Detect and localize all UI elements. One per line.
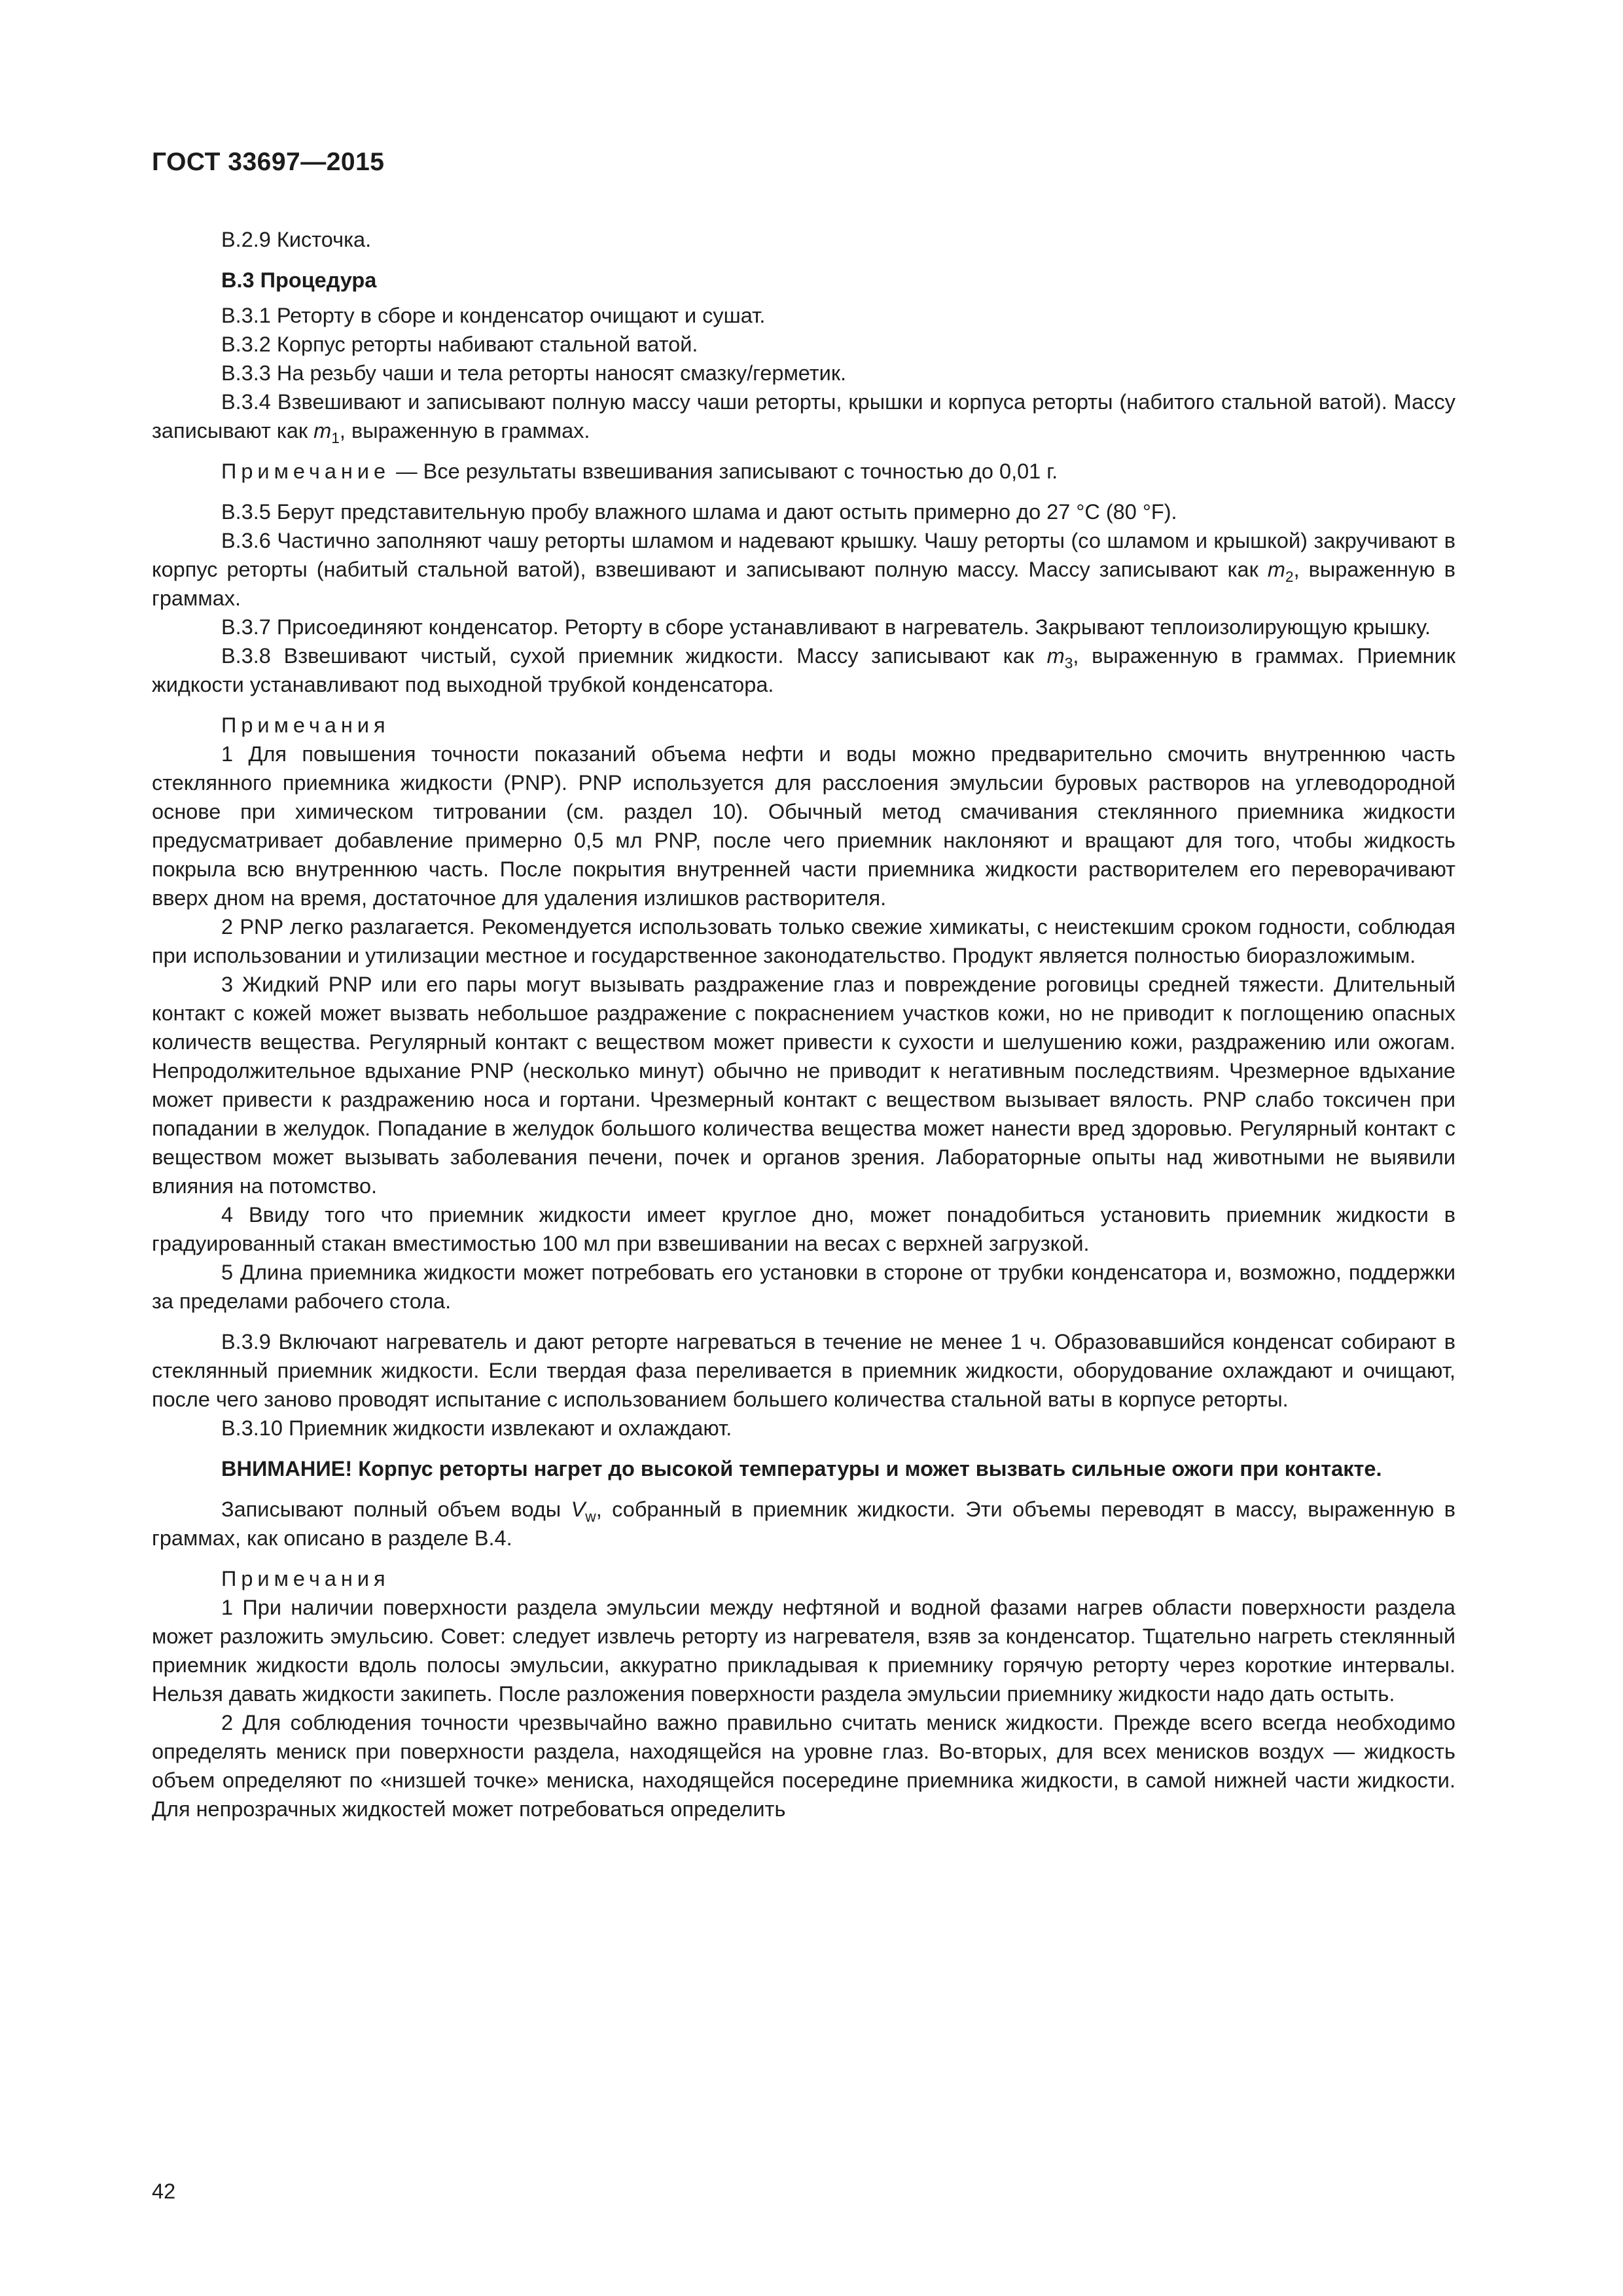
record-volume-text: Записывают полный объем воды $V_w$, собранный в приемник жидкости. Эти объемы переводят в массу, выраженную в граммах, как описано в разделе В.4.	[152, 1498, 1456, 1550]
note-item: 3 Жидкий PNP или его пары могут вызывать раздражение глаз и повреждение роговицы средней тяжести. Длительный контакт с кожей может вызвать небольшое раздражение с покраснением участков кожи, но не приводит к поглощению опасных количеств вещества. Регулярный контакт с веществом может привести к сухости и шелушению кожи, раздражению или ожогам. Непродолжительное вдыхание PNP (несколько минут) обычно не приводит к негативным последствиям. Чрезмерное вдыхание может привести к раздражению носа и гортани. Чрезмерный контакт с веществом вызывает вялость. PNP слабо токсичен при попадании в желудок. Попадание в желудок большого количества вещества может нанести вред здоровью. Регулярный контакт с веществом может вызывать заболевания печени, почек и органов зрения. Лабораторные опыты над животными не выявили влияния на потомство.	[152, 973, 1455, 1198]
clause-b29: В.2.9 Кисточка.	[221, 228, 372, 251]
notes-label: Примечания	[221, 1567, 390, 1590]
clause-b35: В.3.5 Берут представительную пробу влажного шлама и дают остыть примерно до 27 °С (80 °F).	[221, 500, 1177, 524]
clause-b39: В.3.9 Включают нагреватель и дают реторте нагреваться в течение не менее 1 ч. Образовавшийся конденсат собирают в стеклянный приемник жидкости. Если твердая фаза переливается в приемник жидкости, оборудование охлаждают и очищают, после чего заново проводят испытание с использованием большего количества стальной ваты в корпусе реторты.	[152, 1330, 1455, 1411]
clause-b32: В.3.2 Корпус реторты набивают стальной ватой.	[221, 332, 698, 356]
clause-b31: В.3.1 Реторту в сборе и конденсатор очищают и сушат.	[221, 304, 766, 327]
clause-b37: В.3.7 Присоединяют конденсатор. Реторту в сборе устанавливают в нагреватель. Закрывают теплоизолирующую крышку.	[221, 615, 1431, 639]
clause-b38: В.3.8 Взвешивают чистый, сухой приемник жидкости. Массу записывают как $m_3$, выраженную в граммах. Приемник жидкости устанавливают под выходной трубкой конденсатора.	[152, 644, 1456, 696]
note-item: 2 Для соблюдения точности чрезвычайно важно правильно считать мениск жидкости. Прежде всего всегда необходимо определять мениск при поверхности раздела, находящейся на уровне глаз. Во-вторых, для всех менисков воздух — жидкость объем определяют по «низшей точке» мениска, находящейся посередине приемника жидкости, в самой нижней части жидкости. Для непрозрачных жидкостей может потребоваться определить	[152, 1711, 1455, 1821]
clause-b36: В.3.6 Частично заполняют чашу реторты шламом и надевают крышку. Чашу реторты (со шламом и крышкой) закручивают в корпус реторты (набитый стальной ватой), взвешивают и записывают полную массу. Массу записывают как $m_2$, выраженную в граммах.	[152, 529, 1455, 610]
document-header: ГОСТ 33697—2015	[152, 148, 385, 176]
warning-text: ВНИМАНИЕ! Корпус реторты нагрет до высокой температуры и может вызвать сильные ожоги при контакте.	[221, 1457, 1382, 1480]
notes-label: Примечания	[221, 713, 390, 737]
page-number: 42	[152, 2179, 176, 2203]
note-item: 1 Для повышения точности показаний объема нефти и воды можно предварительно смочить внутреннюю часть стеклянного приемника жидкости (PNP). PNP используется для расслоения эмульсии буровых растворов на углеводородной основе при химическом титровании (см. раздел 10). Обычный метод смачивания стеклянного приемника жидкости предусматривает добавление примерно 0,5 мл PNP, после чего приемник наклоняют и вращают для того, чтобы жидкость покрыла всю внутреннюю часть. После покрытия внутренней части приемника жидкости растворителем его переворачивают вверх дном на время, достаточное для удаления излишков растворителя.	[152, 742, 1455, 910]
note-item: 5 Длина приемника жидкости может потребовать его установки в стороне от трубки конденсатора и, возможно, поддержки за пределами рабочего стола.	[152, 1261, 1455, 1313]
document-body	[152, 225, 1455, 1823]
note-item: 1 При наличии поверхности раздела эмульсии между нефтяной и водной фазами нагрев области поверхности раздела может разложить эмульсию. Совет: следует извлечь реторту из нагревателя, взяв за конденсатор. Тщательно нагреть стеклянный приемник жидкости вдоль полосы эмульсии, аккуратно прикладывая к приемнику горячую реторту через короткие интервалы. Нельзя давать жидкости закипеть. После разложения поверхности раздела эмульсии приемнику жидкости надо дать остыть.	[152, 1596, 1455, 1706]
section-heading-b3: В.3 Процедура	[221, 268, 377, 292]
clause-b310: В.3.10 Приемник жидкости извлекают и охлаждают.	[221, 1416, 732, 1440]
note-item: 4 Ввиду того что приемник жидкости имеет круглое дно, может понадобиться установить приемник жидкости в градуированный стакан вместимостью 100 мл при взвешивании на весах с верхней загрузкой.	[152, 1203, 1455, 1255]
clause-b33: В.3.3 На резьбу чаши и тела реторты наносят смазку/герметик.	[221, 361, 847, 385]
note-item: 2 PNP легко разлагается. Рекомендуется использовать только свежие химикаты, с неистекшим сроком годности, соблюдая при использовании и утилизации местное и государственное законодательство. Продукт является полностью биоразложимым.	[152, 915, 1455, 967]
note-weighing: Примечание — Все результаты взвешивания записывают с точностью до 0,01 г.	[221, 459, 1058, 483]
clause-b34: В.3.4 Взвешивают и записывают полную массу чаши реторты, крышки и корпуса реторты (набитого стальной ватой). Массу записывают как $m_1$, выраженную в граммах.	[152, 390, 1455, 446]
